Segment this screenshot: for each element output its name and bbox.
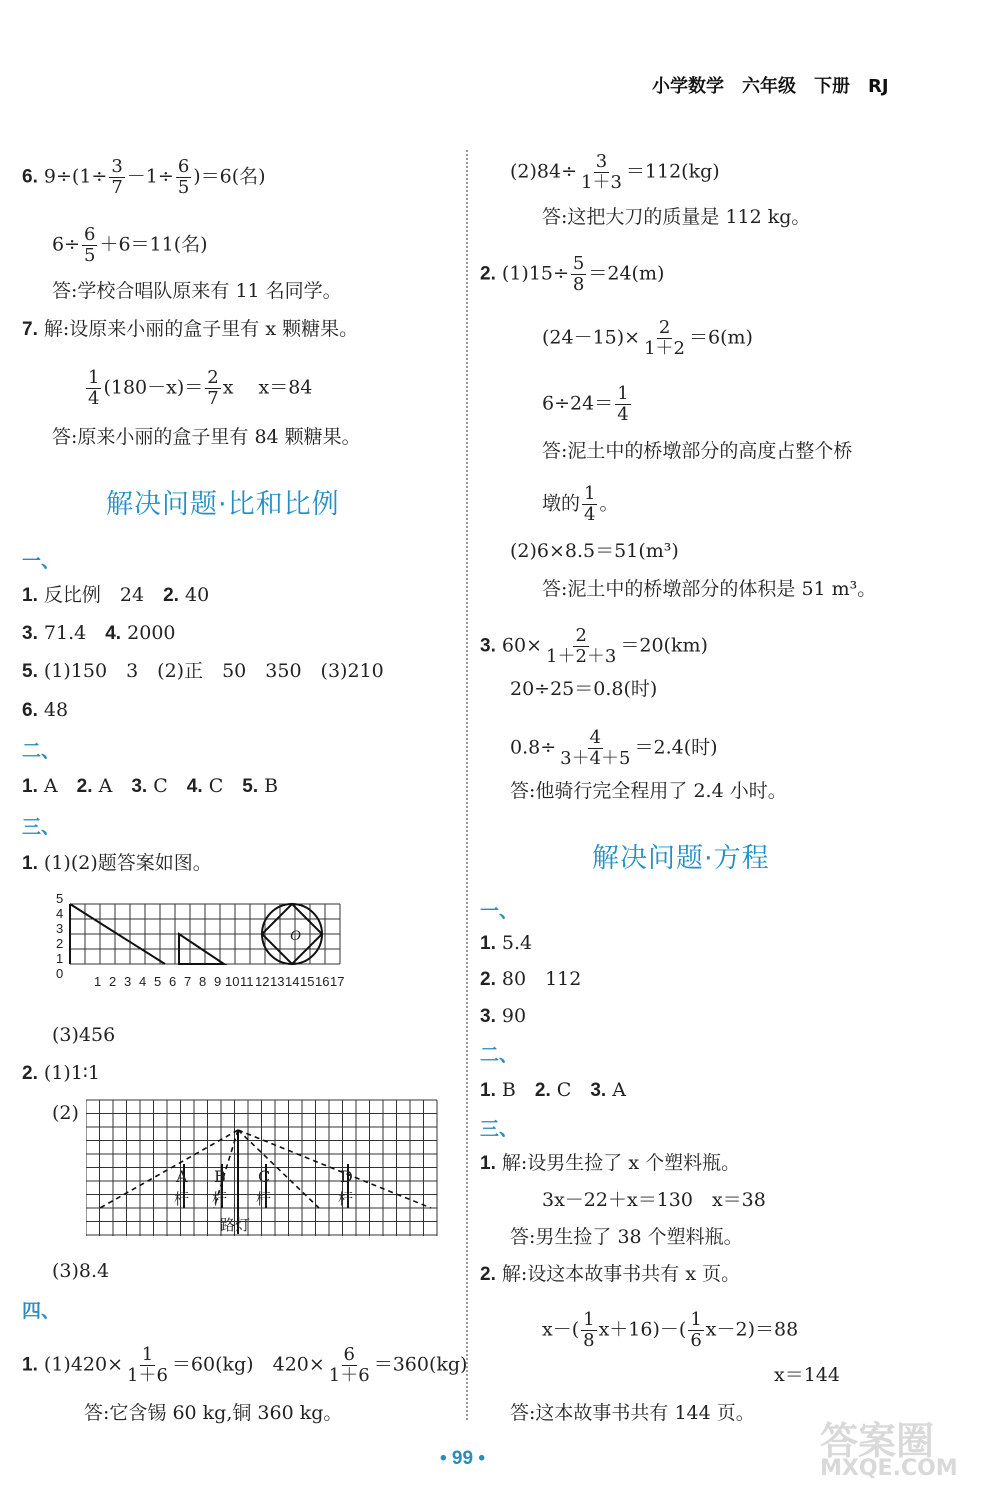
lamp-label: 路灯 xyxy=(220,1216,251,1234)
x-tick-label: 2 xyxy=(109,974,117,989)
pier-problem: 2. (1)15÷ $\frac{5}{8}$ ＝24(m) xyxy=(480,253,665,295)
graph-problem-2: 2. (1)1∶1 xyxy=(22,1062,100,1084)
y-tick-label: 2 xyxy=(56,936,64,951)
section-title-equation: 解决问题·方程 xyxy=(592,843,770,874)
x-tick-label: 7 xyxy=(184,974,192,989)
cycling-step3: 0.8÷ $\frac{4}{3+4+5}$ ＝2.4(时) xyxy=(510,727,718,769)
y-tick-label: 0 xyxy=(56,966,64,981)
part-three-label: 三、 xyxy=(22,816,61,838)
x-tick-label: 10 xyxy=(225,974,240,989)
problem-7: 7. 解:设原来小丽的盒子里有 x 颗糖果。 xyxy=(22,318,359,340)
x-tick-label: 17 xyxy=(330,974,345,989)
x-tick-label: 8 xyxy=(199,974,207,989)
pier-step3: 6÷24＝ $\frac{1}{4}$ xyxy=(542,383,629,425)
y-tick-label: 5 xyxy=(56,891,64,906)
graph-problem-2-sub2: (2) xyxy=(52,1102,79,1124)
fill-row-3: 5. (1)150 3 (2)正 50 350 (3)210 xyxy=(22,660,384,682)
pole-d-char: 杆 xyxy=(338,1190,354,1208)
graph-problem-2-sub3: (3)8.4 xyxy=(52,1260,110,1282)
pole-b-char: 杆 xyxy=(212,1190,228,1208)
book-problem: 2. 解:设这本故事书共有 x 页。 xyxy=(480,1263,741,1285)
column-divider xyxy=(466,150,468,1420)
bottle-answer: 答:男生捡了 38 个塑料瓶。 xyxy=(510,1226,743,1248)
x-tick-label: 1 xyxy=(94,974,102,989)
cycling-step2: 20÷25＝0.8(时) xyxy=(510,678,658,700)
pole-d-label: D xyxy=(340,1167,353,1186)
center-o-label: O xyxy=(290,928,301,944)
eq-part-three-label: 三、 xyxy=(480,1118,519,1140)
cycling-problem: 3. 60× $\frac{2}{1+2+3}$ ＝20(km) xyxy=(480,625,708,667)
problem-6-step2: 6÷ $\frac{6}{5}$ ＋6＝11(名) xyxy=(52,224,208,266)
pole-c-label: C xyxy=(258,1167,271,1186)
pole-b-label: B xyxy=(214,1167,226,1186)
watermark-logo: 答案圈 xyxy=(820,1419,935,1463)
x-tick-label: 16 xyxy=(315,974,330,989)
eq-part-one-label: 一、 xyxy=(480,900,519,922)
y-tick-label: 4 xyxy=(56,906,64,921)
x-tick-label: 11 xyxy=(240,974,254,989)
sword-mass-equation: (2)84÷ $\frac{3}{1+3}$ ＝112(kg) xyxy=(510,151,720,193)
pole-a-label: A xyxy=(176,1167,188,1186)
problem-7-answer: 答:原来小丽的盒子里有 84 颗糖果。 xyxy=(52,426,361,448)
x-tick-label: 15 xyxy=(300,974,315,989)
x-tick-label: 5 xyxy=(154,974,162,989)
page-number: • 99 • xyxy=(440,1448,485,1469)
fill-row-4: 6. 48 xyxy=(22,699,69,721)
book-solution: x＝144 xyxy=(774,1364,840,1386)
x-tick-label: 12 xyxy=(255,974,270,989)
watermark-url: MXQE.COM xyxy=(820,1456,958,1481)
x-tick-label: 9 xyxy=(214,974,222,989)
problem-6-answer: 答:学校合唱队原来有 11 名同学。 xyxy=(52,280,342,302)
alloy-answer: 答:它含锡 60 kg,铜 360 kg。 xyxy=(84,1402,343,1424)
pier-volume-answer: 答:泥土中的桥墩部分的体积是 51 m³。 xyxy=(542,578,877,600)
x-tick-label: 14 xyxy=(285,974,300,989)
x-tick-label: 13 xyxy=(270,974,285,989)
pier-answer-line1: 答:泥土中的桥墩部分的高度占整个桥 xyxy=(542,440,853,462)
alloy-problem: 1. (1)420× $\frac{1}{1+6}$ ＝60(kg) 420× $\frac{6}{1+6}$ ＝360(kg) xyxy=(22,1344,468,1386)
book-answer: 答:这本故事书共有 144 页。 xyxy=(510,1402,755,1424)
problem-6: 6. 9÷(1÷ $\frac{3}{7}$ －1÷ $\frac{6}{5}$ )＝6(名) xyxy=(22,156,266,198)
book-equation: x－( $\frac{1}{8}$ x＋16)－( $\frac{1}{6}$ x－2)＝88 xyxy=(542,1309,799,1351)
coordinate-grid-figure xyxy=(50,888,350,998)
eq-choice-answers: 1. B 2. C 3. A xyxy=(480,1079,626,1101)
fill-row-2: 3. 71.4 4. 2000 xyxy=(22,622,176,644)
part-one-label: 一、 xyxy=(22,550,61,572)
bottle-problem: 1. 解:设男生捡了 x 个塑料瓶。 xyxy=(480,1152,741,1174)
x-tick-label: 3 xyxy=(124,974,132,989)
pier-step2: (24－15)× $\frac{2}{1+2}$ ＝6(m) xyxy=(542,317,753,359)
bottle-equation: 3x－22＋x＝130 x＝38 xyxy=(542,1189,766,1211)
eq-part-two-label: 二、 xyxy=(480,1044,519,1066)
cycling-answer: 答:他骑行完全程用了 2.4 小时。 xyxy=(510,780,787,802)
street-lamp-shadow-figure xyxy=(86,1098,450,1240)
eq-fill-3: 3. 90 xyxy=(480,1005,527,1027)
fill-row-1: 1. 反比例 24 2. 40 xyxy=(22,584,210,606)
eq-fill-2: 2. 80 112 xyxy=(480,968,582,990)
pole-a-char: 杆 xyxy=(174,1190,190,1208)
x-tick-label: 6 xyxy=(169,974,177,989)
sword-mass-answer: 答:这把大刀的质量是 112 kg。 xyxy=(542,206,811,228)
part-two-label: 二、 xyxy=(22,740,61,762)
choice-answers: 1. A 2. A 3. C 4. C 5. B xyxy=(22,775,279,797)
pole-c-char: 杆 xyxy=(256,1190,272,1208)
problem-7-equation: $\frac{1}{4}$ (180－x)＝ $\frac{2}{7}$ x x＝84 xyxy=(88,367,313,409)
running-header: 小学数学 六年级 下册 RJ xyxy=(652,76,889,97)
pier-volume-equation: (2)6×8.5＝51(m³) xyxy=(510,540,679,562)
x-tick-label: 4 xyxy=(139,974,147,989)
pier-answer-line2: 墩的 $\frac{1}{4}$ 。 xyxy=(542,483,619,525)
y-tick-label: 1 xyxy=(56,951,64,966)
y-tick-label: 3 xyxy=(56,921,64,936)
graph-problem-1-sub3: (3)456 xyxy=(52,1024,116,1046)
graph-problem-1: 1. (1)(2)题答案如图。 xyxy=(22,852,212,874)
part-four-label: 四、 xyxy=(22,1300,61,1322)
section-title-ratio: 解决问题·比和比例 xyxy=(106,489,340,520)
eq-fill-1: 1. 5.4 xyxy=(480,932,533,954)
